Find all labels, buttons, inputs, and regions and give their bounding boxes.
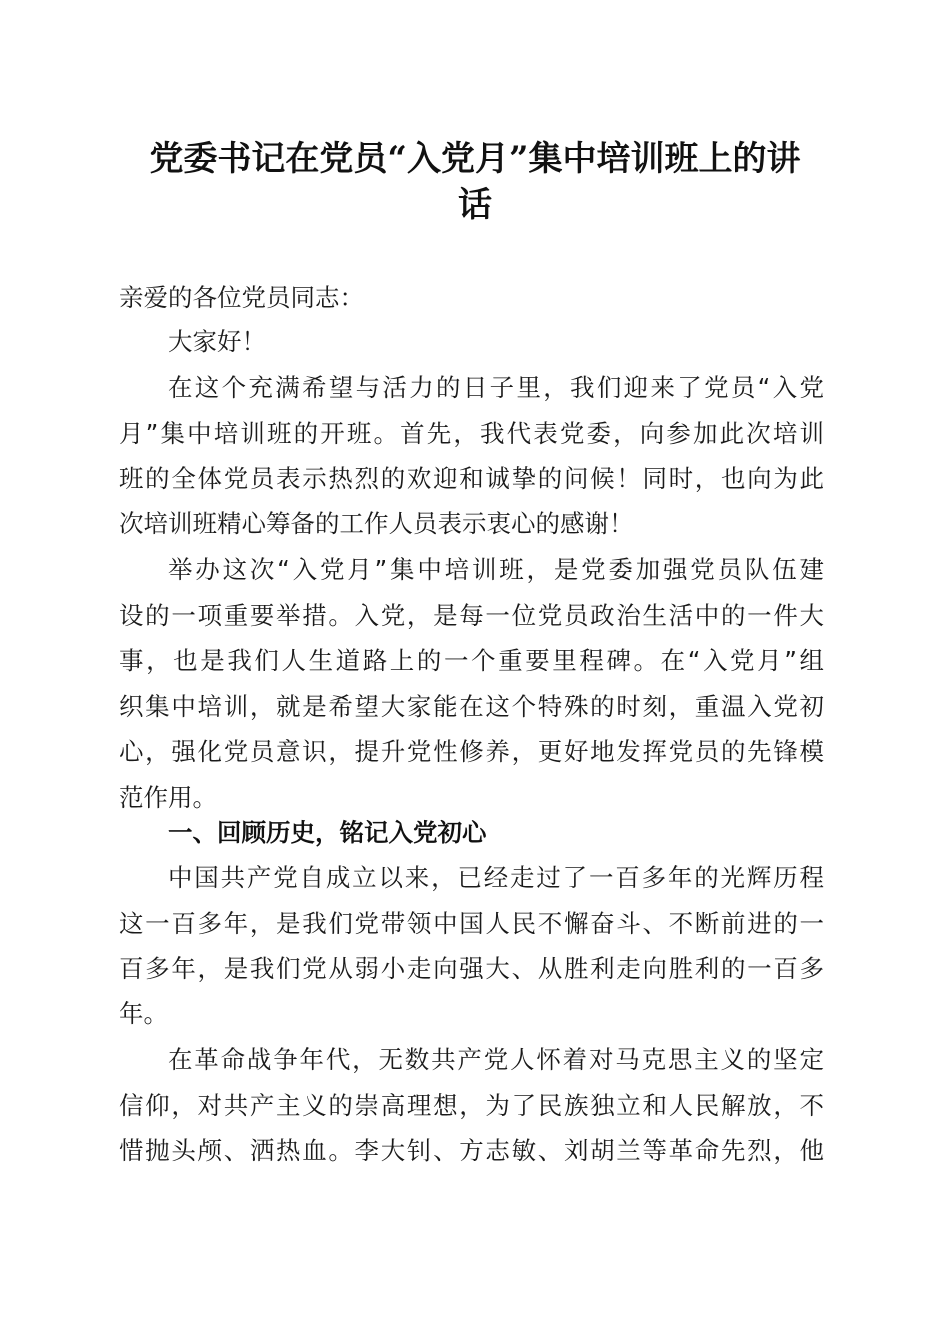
section-paragraph-2-line-2: 信仰，对共产主义的崇高理想，为了民族独立和人民解放，不 — [119, 1091, 824, 1120]
section-paragraph-2-line-1: 在革命战争年代，无数共产党人怀着对马克思主义的坚定 — [168, 1045, 824, 1074]
paragraph-2-line-1: 举办这次“入党月”集中培训班，是党委加强党员队伍建 — [168, 555, 824, 584]
document-title-line-1: 党委书记在党员“入党月”集中培训班上的讲 — [149, 139, 801, 179]
salutation: 亲爱的各位党员同志： — [119, 283, 364, 312]
paragraph-2-line-5: 心，强化党员意识，提升党性修养，更好地发挥党员的先锋模 — [119, 737, 824, 766]
paragraph-2-line-6: 范作用。 — [119, 783, 217, 812]
paragraph-1-line-4: 次培训班精心筹备的工作人员表示衷心的感谢！ — [119, 509, 634, 538]
section-paragraph-1-line-1: 中国共产党自成立以来，已经走过了一百多年的光辉历程 — [168, 863, 824, 892]
paragraph-2-line-2: 设的一项重要举措。入党，是每一位党员政治生活中的一件大 — [119, 601, 824, 630]
section-heading: 一、回顾历史，铭记入党初心 — [168, 818, 487, 847]
section-paragraph-1-line-3: 百多年，是我们党从弱小走向强大、从胜利走向胜利的一百多 — [119, 954, 824, 983]
document-title-line-2: 话 — [458, 185, 492, 225]
paragraph-1-line-2: 月”集中培训班的开班。首先，我代表党委，向参加此次培训 — [119, 419, 824, 448]
greeting: 大家好！ — [168, 327, 266, 356]
section-paragraph-1-line-2: 这一百多年，是我们党带领中国人民不懈奋斗、不断前进的一 — [119, 909, 824, 938]
paragraph-1-line-3: 班的全体党员表示热烈的欢迎和诚挚的问候！同时，也向为此 — [119, 464, 824, 493]
paragraph-1-line-1: 在这个充满希望与活力的日子里，我们迎来了党员“入党 — [168, 373, 824, 402]
section-paragraph-2-line-3: 惜抛头颅、洒热血。李大钊、方志敏、刘胡兰等革命先烈，他 — [119, 1136, 824, 1165]
paragraph-2-line-3: 事，也是我们人生道路上的一个重要里程碑。在“入党月”组 — [119, 646, 824, 675]
paragraph-2-line-4: 织集中培训，就是希望大家能在这个特殊的时刻，重温入党初 — [119, 692, 824, 721]
section-paragraph-1-line-4: 年。 — [119, 999, 168, 1028]
